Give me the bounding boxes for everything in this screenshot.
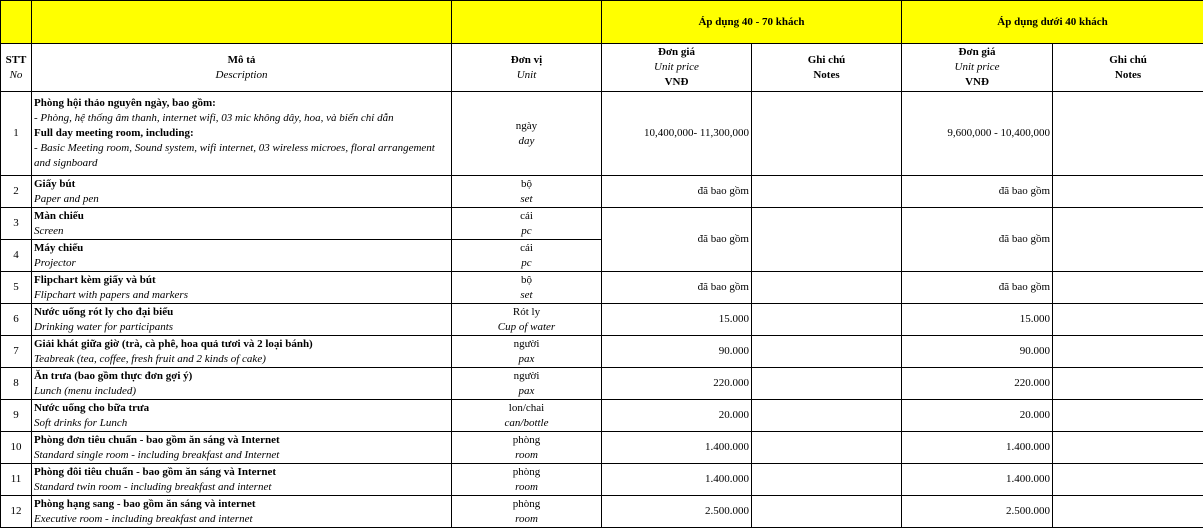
header-unit-en: Unit [516, 68, 537, 81]
price-under-40: 1.400.000 [902, 432, 1053, 464]
row-unit [452, 240, 602, 272]
table-row [1, 432, 1203, 464]
header-price-vi: Đơn giá [658, 46, 695, 58]
header-unit-vi: Đơn vị [510, 53, 543, 66]
notes-40-70 [752, 432, 902, 464]
item-vi: Màn chiếu [34, 209, 84, 222]
row-unit [452, 176, 602, 208]
unit-en: room [515, 448, 538, 461]
price-40-70: 1.400.000 [602, 464, 752, 496]
row-number: 8 [1, 368, 32, 400]
unit-vi: phòng [512, 433, 541, 446]
row-unit [452, 92, 602, 176]
row-unit [452, 368, 602, 400]
price-40-70: đã bao gồm [602, 272, 752, 304]
row-number: 2 [1, 176, 32, 208]
row-description [32, 496, 452, 528]
row-number: 5 [1, 272, 32, 304]
header-price-40-70 [602, 44, 752, 92]
unit-en: pax [518, 384, 535, 397]
notes-40-70 [752, 304, 902, 336]
header-notes-under-40 [1053, 44, 1203, 92]
row-description [32, 336, 452, 368]
row-number: 1 [1, 92, 32, 176]
header-price-currency: VNĐ [965, 76, 989, 88]
row-description [32, 240, 452, 272]
table-row [1, 176, 1203, 208]
corner-cell [1, 1, 32, 44]
item-vi: Ăn trưa (bao gồm thực đơn gợi ý) [34, 369, 193, 382]
table-row [1, 464, 1203, 496]
row-unit [452, 432, 602, 464]
item-en: Teabreak (tea, coffee, fresh fruit and 2 kinds of cake) [34, 352, 266, 365]
table-row [1, 336, 1203, 368]
notes-under-40 [1053, 336, 1203, 368]
unit-en: set [520, 192, 533, 205]
row-description [32, 464, 452, 496]
unit-vi: phòng [512, 465, 541, 478]
unit-en: pc [521, 256, 532, 269]
item-en: Standard single room - including breakfast and Internet [34, 448, 280, 461]
item-en: Screen [34, 224, 64, 237]
row-description [32, 304, 452, 336]
unit-vi: người [513, 369, 540, 382]
notes-under-40 [1053, 400, 1203, 432]
row-description [32, 272, 452, 304]
row-description [32, 400, 452, 432]
item-vi: Giấy bút [34, 177, 76, 190]
row-number: 3 [1, 208, 32, 240]
notes-under-40 [1053, 496, 1203, 528]
item-vi: Flipchart kèm giấy và bút [34, 273, 156, 286]
item-en: Drinking water for participants [34, 320, 174, 333]
item-vi: Phòng đôi tiêu chuẩn - bao gồm ăn sáng và Internet [34, 465, 277, 478]
notes-40-70 [752, 400, 902, 432]
unit-en: room [515, 480, 538, 493]
table-row [1, 272, 1203, 304]
table-row [1, 92, 1203, 176]
item-title-vi: Phòng hội thảo nguyên ngày, bao gồm: [34, 97, 216, 109]
notes-40-70 [752, 208, 902, 272]
price-40-70: 90.000 [602, 336, 752, 368]
row-number: 7 [1, 336, 32, 368]
table-row [1, 304, 1203, 336]
blank-header-cell [32, 1, 452, 44]
row-unit [452, 496, 602, 528]
row-unit [452, 464, 602, 496]
price-under-40-merged: đã bao gồm [902, 208, 1053, 272]
notes-40-70 [752, 272, 902, 304]
row-number: 6 [1, 304, 32, 336]
row-description [32, 432, 452, 464]
row-unit [452, 272, 602, 304]
row-description [32, 92, 452, 176]
header-price-en: Unit price [654, 61, 699, 73]
notes-40-70 [752, 176, 902, 208]
header-price-under-40 [902, 44, 1053, 92]
row-number: 12 [1, 496, 32, 528]
price-under-40: 9,600,000 - 10,400,000 [902, 92, 1053, 176]
row-number: 11 [1, 464, 32, 496]
table-row [1, 496, 1203, 528]
group-header-row [1, 1, 1203, 44]
item-vi: Phòng đơn tiêu chuẩn - bao gồm ăn sáng và Internet [34, 433, 280, 446]
price-under-40: 2.500.000 [902, 496, 1053, 528]
notes-40-70 [752, 464, 902, 496]
notes-under-40 [1053, 464, 1203, 496]
header-stt-vi: STT [5, 53, 27, 66]
row-unit [452, 208, 602, 240]
row-unit [452, 304, 602, 336]
price-40-70: 1.400.000 [602, 432, 752, 464]
item-vi: Phòng hạng sang - bao gồm ăn sáng và internet [34, 497, 256, 510]
header-notes-40-70 [752, 44, 902, 92]
unit-en: set [520, 288, 533, 301]
price-under-40: 20.000 [902, 400, 1053, 432]
header-stt-en: No [9, 68, 23, 81]
unit-en: pc [521, 224, 532, 237]
notes-under-40 [1053, 304, 1203, 336]
unit-vi: cái [520, 241, 533, 254]
notes-under-40 [1053, 368, 1203, 400]
row-unit [452, 400, 602, 432]
row-number: 9 [1, 400, 32, 432]
item-detail-vi: - Phòng, hệ thống âm thanh, internet wifi, 03 mic không dây, hoa, và biển chỉ dẫn [34, 112, 394, 124]
notes-under-40 [1053, 208, 1203, 272]
price-under-40: 220.000 [902, 368, 1053, 400]
row-unit [452, 336, 602, 368]
table-row [1, 208, 1203, 240]
header-price-vi: Đơn giá [958, 46, 996, 58]
price-under-40: 90.000 [902, 336, 1053, 368]
header-notes-vi: Ghi chú [1109, 53, 1147, 66]
header-notes-en: Notes [813, 68, 840, 81]
item-vi: Máy chiếu [34, 241, 84, 254]
notes-under-40 [1053, 92, 1203, 176]
notes-40-70 [752, 336, 902, 368]
item-vi: Giải khát giữa giờ (trà, cà phê, hoa quả tươi và 2 loại bánh) [34, 337, 313, 350]
table-row [1, 400, 1203, 432]
unit-vi: lon/chai [508, 401, 545, 414]
header-price-currency: VNĐ [664, 76, 689, 88]
group-header-under-40: Áp dụng dưới 40 khách [902, 1, 1203, 44]
price-40-70: 15.000 [602, 304, 752, 336]
notes-40-70 [752, 368, 902, 400]
price-under-40: đã bao gồm [902, 176, 1053, 208]
unit-en: pax [518, 352, 535, 365]
unit-vi: ngày [515, 119, 538, 132]
item-vi: Nước uống rót ly cho đại biểu [34, 305, 174, 318]
header-desc-vi: Mô tả [227, 53, 256, 66]
price-40-70: 20.000 [602, 400, 752, 432]
notes-40-70 [752, 92, 902, 176]
unit-en: room [515, 512, 538, 525]
price-under-40: 1.400.000 [902, 464, 1053, 496]
price-40-70: 2.500.000 [602, 496, 752, 528]
price-under-40: đã bao gồm [902, 272, 1053, 304]
unit-vi: Rót ly [512, 305, 541, 318]
header-description [32, 44, 452, 92]
header-notes-vi: Ghi chú [807, 53, 846, 66]
row-description [32, 176, 452, 208]
header-notes-en: Notes [1114, 68, 1142, 81]
unit-vi: bộ [521, 273, 532, 286]
unit-vi: người [513, 337, 540, 350]
unit-en: day [518, 134, 535, 147]
unit-vi: cái [520, 209, 533, 222]
price-40-70: 10,400,000- 11,300,000 [602, 92, 752, 176]
header-price-en: Unit price [954, 61, 1000, 73]
unit-en: Cup of water [497, 320, 556, 333]
item-en: Lunch (menu included) [34, 384, 137, 397]
header-stt [1, 44, 32, 92]
item-en: Standard twin room - including breakfast and internet [34, 480, 272, 493]
notes-under-40 [1053, 176, 1203, 208]
row-description [32, 208, 452, 240]
item-en: Projector [34, 256, 76, 269]
price-40-70-merged: đã bao gồm [602, 208, 752, 272]
price-40-70: đã bao gồm [602, 176, 752, 208]
table-row [1, 368, 1203, 400]
item-en: Paper and pen [34, 192, 99, 205]
price-40-70: 220.000 [602, 368, 752, 400]
header-desc-en: Description [215, 68, 268, 81]
row-description [32, 368, 452, 400]
item-title-en: Full day meeting room, including: [34, 127, 194, 139]
row-number: 4 [1, 240, 32, 272]
row-number: 10 [1, 432, 32, 464]
item-en: Executive room - including breakfast and internet [34, 512, 253, 525]
price-under-40: 15.000 [902, 304, 1053, 336]
item-vi: Nước uống cho bữa trưa [34, 401, 150, 414]
item-en: Soft drinks for Lunch [34, 416, 128, 429]
item-en: Flipchart with papers and markers [34, 288, 188, 301]
header-unit [452, 44, 602, 92]
item-detail-en: - Basic Meeting room, Sound system, wifi internet, 03 wireless microes, floral arrangement and signboard [34, 142, 435, 169]
unit-en: can/bottle [504, 416, 549, 429]
notes-40-70 [752, 496, 902, 528]
unit-vi: bộ [521, 177, 532, 190]
group-header-40-70: Áp dụng 40 - 70 khách [602, 1, 902, 44]
column-header-row [1, 44, 1203, 92]
blank-header-cell [452, 1, 602, 44]
notes-under-40 [1053, 272, 1203, 304]
notes-under-40 [1053, 432, 1203, 464]
unit-vi: phòng [512, 497, 541, 510]
